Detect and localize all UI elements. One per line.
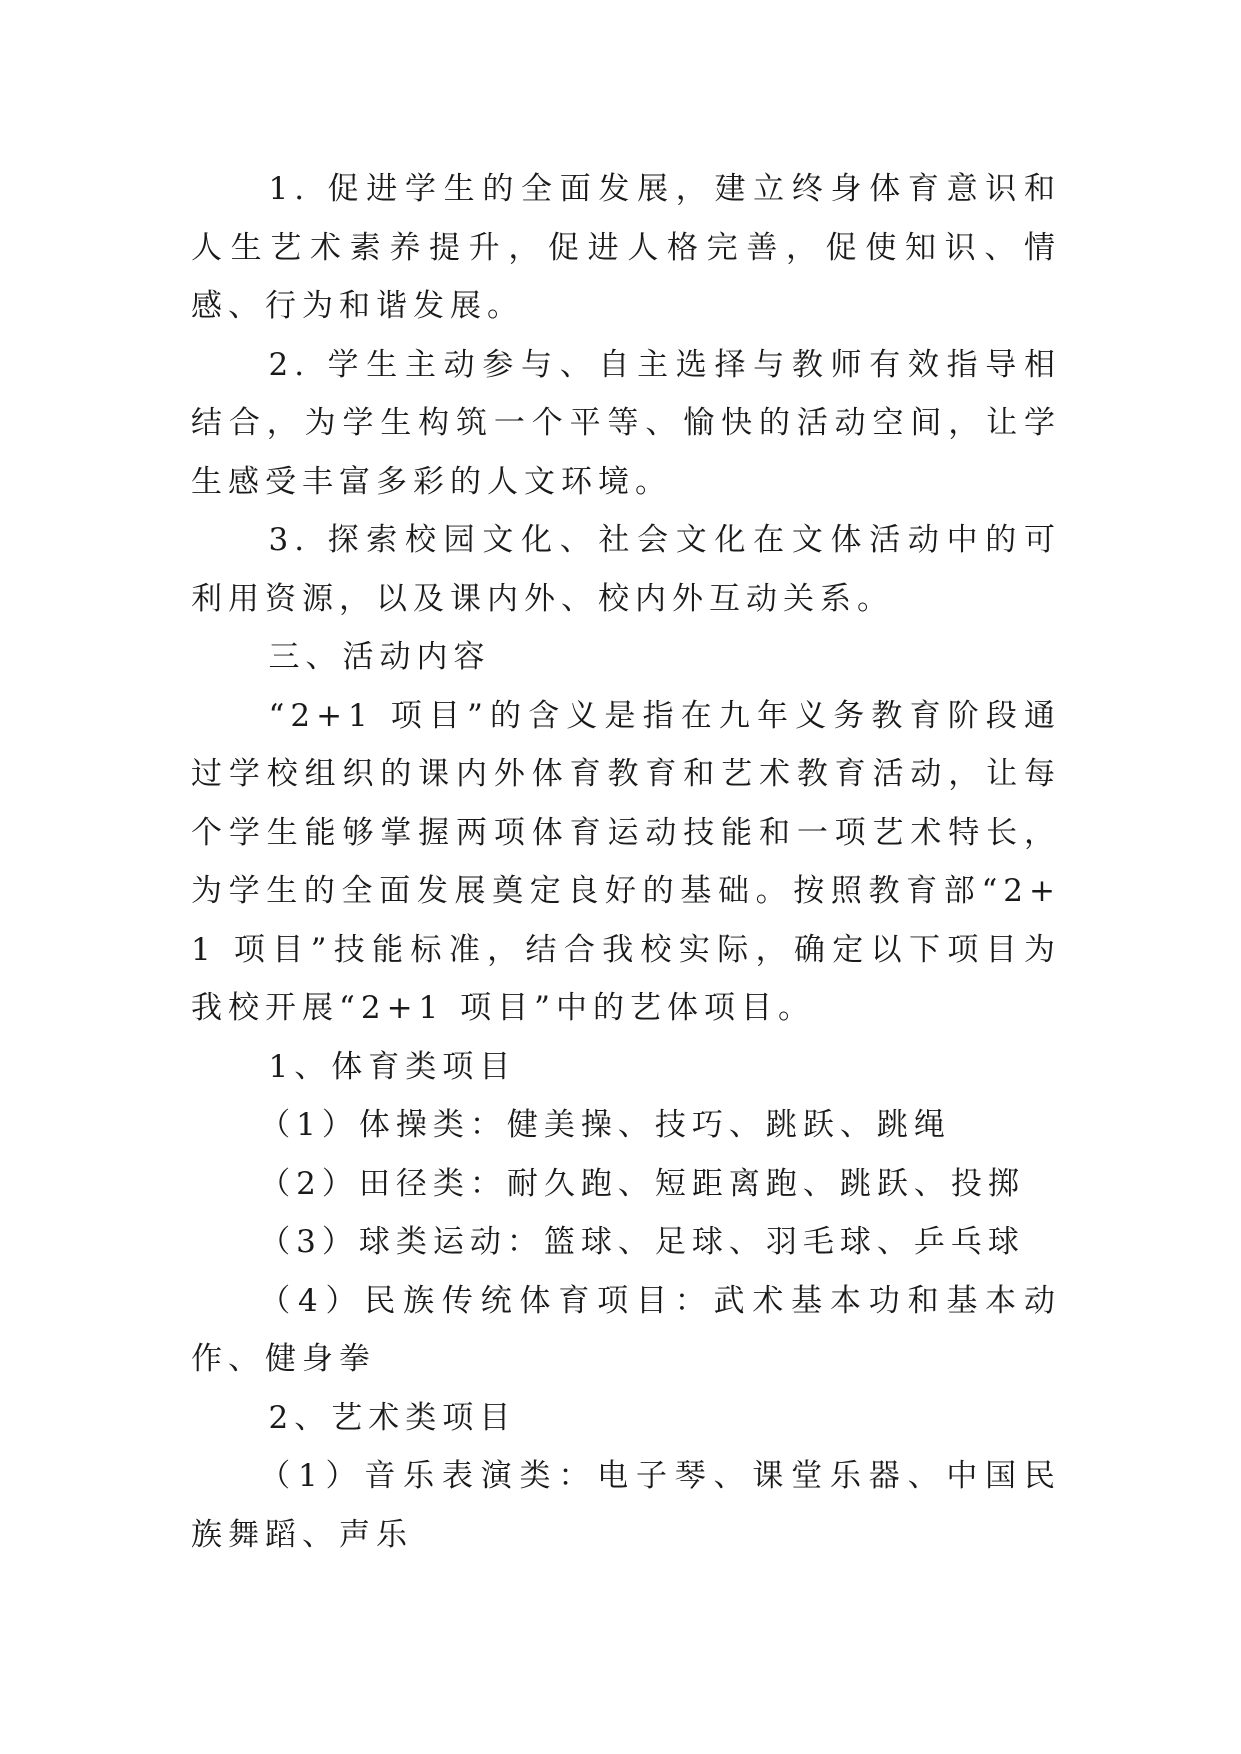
paragraph-goal-3: 3. 探索校园文化、社会文化在文体活动中的可利用资源，以及课内外、校内外互动关系。 <box>191 522 1061 617</box>
subheading-art-items: 2、艺术类项目 <box>268 1399 517 1436</box>
paragraph-goal-2: 2. 学生主动参与、自主选择与教师有效指导相结合，为学生构筑一个平等、愉快的活动空间，让学生感受丰富多彩的人文环境。 <box>191 346 1061 500</box>
list-item-track-field: （2）田径类：耐久跑、短距离跑、跳跃、投掷 <box>259 1165 1025 1202</box>
paragraph-goal-1: 1. 促进学生的全面发展，建立终身体育意识和人生艺术素养提升，促进人格完善，促使知识、情感、行为和谐发展。 <box>191 171 1061 324</box>
subheading-sports-items: 1、体育类项目 <box>268 1048 517 1085</box>
paragraph-2plus1-definition: “2+1 项目”的含义是指在九年义务教育阶段通过学校组织的课内外体育教育和艺术教育活动，让每个学生能够掌握两项体育运动技能和一项艺术特长，为学生的全面发展奠定良好的基础。按照教育部“2+1 项目”技能标准，结合我校实际，确定以下项目为我校开展“2+1 项目”中的艺体项目。 <box>191 697 1061 1026</box>
list-item-music-performance: （1）音乐表演类：电子琴、课堂乐器、中国民族舞蹈、声乐 <box>191 1458 1061 1553</box>
list-item-ball-sports: （3）球类运动：篮球、足球、羽毛球、乒乓球 <box>259 1224 1025 1260</box>
body-text <box>191 160 1061 1564</box>
section-heading-activity-content: 三、活动内容 <box>268 639 491 675</box>
list-item-gymnastics: （1）体操类：健美操、技巧、跳跃、跳绳 <box>259 1107 951 1143</box>
list-item-traditional-sports: （4）民族传统体育项目：武术基本功和基本动作、健身拳 <box>191 1282 1061 1377</box>
